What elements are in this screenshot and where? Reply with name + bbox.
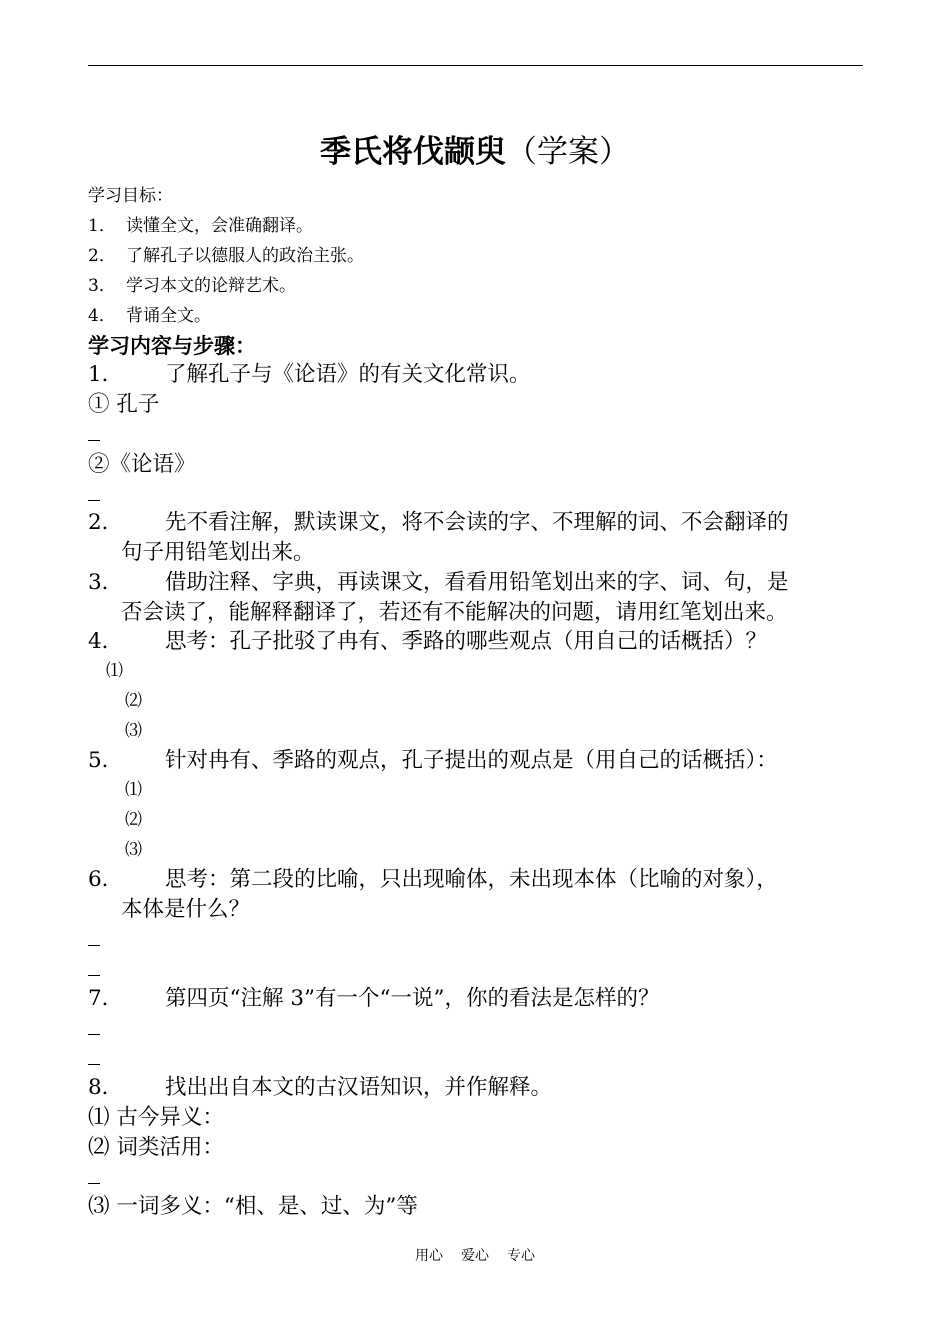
answer-blank (88, 1163, 100, 1193)
answer-blank (88, 420, 100, 450)
question-5-sub: ⑵ (125, 810, 142, 830)
objective-item: 1． 读懂全文，会准确翻译。 (88, 216, 313, 236)
page-footer (0, 1246, 950, 1266)
question-8-sub: ⑴ 古今异义： (88, 1105, 224, 1130)
question-3-cont: 否会读了，能解释翻译了，若还有不能解决的问题，请用红笔划出来。 (121, 600, 788, 625)
answer-blank (88, 480, 100, 510)
question-1: 1． 了解孔子与《论语》的有关文化常识。 (88, 362, 531, 387)
question-2: 2． 先不看注解，默读课文，将不会读的字、不理解的词、不会翻译的 (88, 510, 789, 535)
question-4: 4． 思考：孔子批驳了冉有、季路的哪些观点（用自己的话概括）？ (88, 629, 768, 654)
answer-blank (88, 1044, 100, 1074)
question-5: 5． 针对冉有、季路的观点，孔子提出的观点是（用自己的话概括）： (88, 748, 778, 773)
question-7: 7． 第四页“注解 3”有一个“一说”，你的看法是怎样的？ (88, 986, 660, 1011)
objective-item: 3． 学习本文的论辩艺术。 (88, 276, 296, 296)
question-1-b: ②《论语》 (88, 452, 196, 477)
question-4-sub: ⑵ (125, 691, 142, 711)
footer-word: 爱心 (461, 1248, 489, 1264)
answer-blank (88, 925, 100, 955)
question-6-cont: 本体是什么？ (121, 897, 251, 922)
question-6: 6． 思考：第二段的比喻，只出现喻体，未出现本体（比喻的对象）， (88, 867, 778, 892)
title-main: 季氏将伐颛臾 (320, 134, 506, 170)
steps-heading: 学习内容与步骤： (88, 334, 256, 358)
footer-word: 用心 (415, 1248, 443, 1264)
question-8-sub: ⑶ 一词多义：“相、是、过、为”等 (88, 1194, 418, 1219)
answer-blank (88, 955, 100, 985)
question-8-sub: ⑵ 词类活用： (88, 1135, 224, 1160)
header-rule (88, 65, 863, 66)
answer-blank (88, 1014, 100, 1044)
title-paren: （学案） (506, 134, 630, 170)
objective-item: 2． 了解孔子以德服人的政治主张。 (88, 246, 364, 266)
objective-item: 4． 背诵全文。 (88, 306, 211, 326)
question-8: 8． 找出出自本文的古汉语知识，并作解释。 (88, 1075, 553, 1100)
objectives-heading: 学习目标： (88, 186, 173, 206)
page-title (0, 130, 950, 174)
question-1-a: ① 孔子 (88, 392, 160, 417)
question-3: 3． 借助注释、字典，再读课文，看看用铅笔划出来的字、词、句，是 (88, 570, 789, 595)
footer-word: 专心 (507, 1248, 535, 1264)
question-4-sub: ⑴ (106, 661, 123, 681)
question-5-sub: ⑶ (125, 840, 142, 860)
question-2-cont: 句子用铅笔划出来。 (121, 540, 315, 565)
question-5-sub: ⑴ (125, 780, 142, 800)
question-4-sub: ⑶ (125, 721, 142, 741)
